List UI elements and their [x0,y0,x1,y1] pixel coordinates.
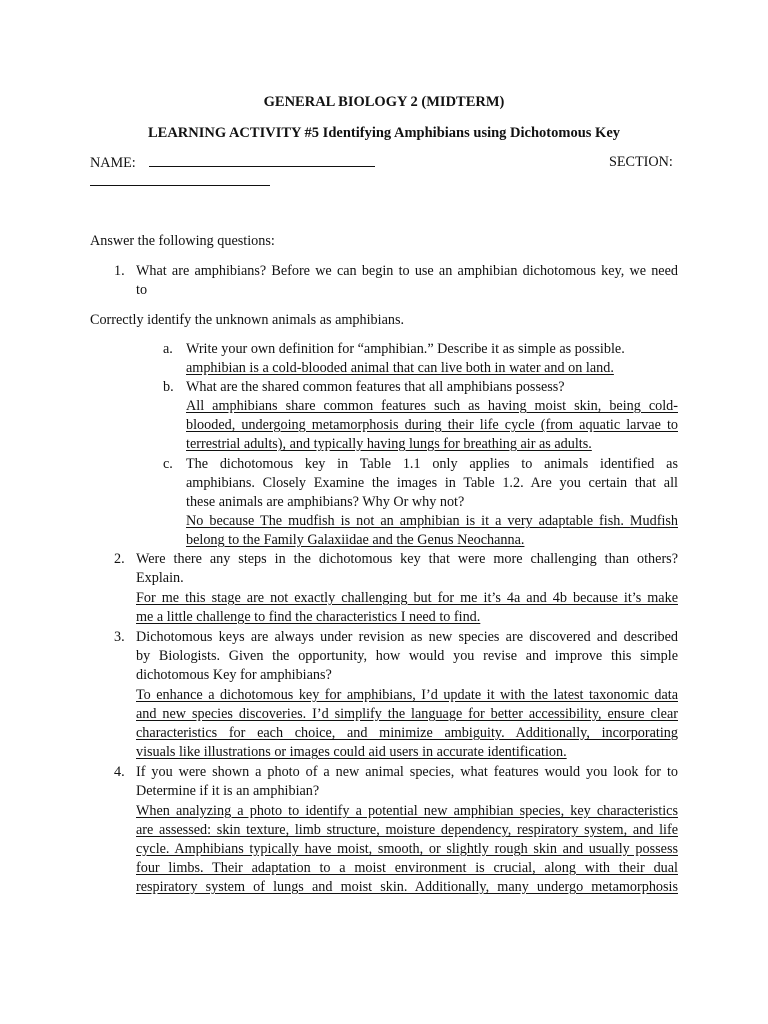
q1-number: 1. [114,263,125,279]
q2-question-line1: Were there any steps in the dichotomous key that were more challenging than others? [136,551,678,567]
q4-answer-line1: When analyzing a photo to identify a potential new amphibian species, key characteristics [136,803,678,819]
section-blank[interactable] [90,172,270,186]
name-blank[interactable] [149,153,375,167]
q1a-answer: amphibian is a cold-blooded animal that can live both in water and on land. [186,360,614,376]
q4-answer-line2: are assessed: skin texture, limb structure, moisture dependency, respiratory system, and life [136,822,678,838]
q1a-letter: a. [163,341,173,357]
section-field[interactable] [90,172,270,192]
q1b-letter: b. [163,379,174,395]
q4-question-line2: Determine if it is an amphibian? [136,783,320,799]
q3-answer-line4: visuals like illustrations or images could aid users in accurate identification. [136,744,567,760]
q1c-answer-line1: No because The mudfish is not an amphibian is it a very adaptable fish. Mudfish [186,513,678,529]
q1-text: What are amphibians? Before we can begin to use an amphibian dichotomous key, we need [136,263,678,279]
q1-continuation: Correctly identify the unknown animals as amphibians. [90,312,405,328]
q1a-question: Write your own definition for “amphibian.” Describe it as simple as possible. [186,341,625,357]
q1-text-cont: to [136,282,148,298]
q3-question-line2: by Biologists. Given the opportunity, how would you revise and improve this simple [136,648,678,664]
q1c-question-line1: The dichotomous key in Table 1.1 only applies to animals identified as [186,456,678,472]
q3-question-line3: dichotomous Key for amphibians? [136,667,332,683]
q4-answer-line4: four limbs. Their adaptation to a moist environment is crucial, along with their dual [136,860,678,876]
q2-question-line2: Explain. [136,570,184,586]
q1c-answer-line2: belong to the Family Galaxiidae and the Genus Neochanna. [186,532,525,548]
q4-answer-line5: respiratory system of lungs and moist skin. Additionally, many undergo metamorphosis [136,879,678,895]
q1b-question: What are the shared common features that all amphibians possess? [186,379,565,395]
q3-answer-line1: To enhance a dichotomous key for amphibians, I’d update it with the latest taxonomic data [136,687,678,703]
q4-question-line1: If you were shown a photo of a new animal species, what features would you look for to [136,764,678,780]
course-title: GENERAL BIOLOGY 2 (MIDTERM) [263,94,505,110]
section-label: SECTION: [609,154,673,170]
q2-answer-line2: me a little challenge to find the characteristics I need to find. [136,609,481,625]
instructions: Answer the following questions: [90,233,275,249]
q1c-question-line2: amphibians. Closely Examine the images in Table 1.2. Are you certain that all [186,475,678,491]
q4-number: 4. [114,764,125,780]
q3-answer-line2: and new species discoveries. I’d simplify the language for better accessibility, ensure clear [136,706,678,722]
q1b-answer-line3: terrestrial adults), and typically having lungs for breathing air as adults. [186,436,592,452]
activity-title: LEARNING ACTIVITY #5 Identifying Amphibians using Dichotomous Key [147,125,621,141]
q2-number: 2. [114,551,125,567]
q3-question-line1: Dichotomous keys are always under revision as new species are discovered and described [136,629,678,645]
q3-answer-line3: characteristics for each choice, and minimize ambiguity. Additionally, incorporating [136,725,678,741]
q2-answer-line1: For me this stage are not exactly challenging but for me it’s 4a and 4b because it’s make [136,590,678,606]
name-label: NAME: [90,155,136,171]
q1b-answer-line1: All amphibians share common features such as having moist skin, being cold- [186,398,678,414]
q1c-letter: c. [163,456,173,472]
q1c-question-line3: these animals are amphibians? Why Or why not? [186,494,465,510]
name-field[interactable] [90,153,375,173]
q3-number: 3. [114,629,125,645]
q1b-answer-line2: blooded, undergoing metamorphosis during their life cycle (from aquatic larvae to [186,417,678,433]
q4-answer-line3: cycle. Amphibians typically have moist, smooth, or slightly rough skin and usually possess [136,841,678,857]
